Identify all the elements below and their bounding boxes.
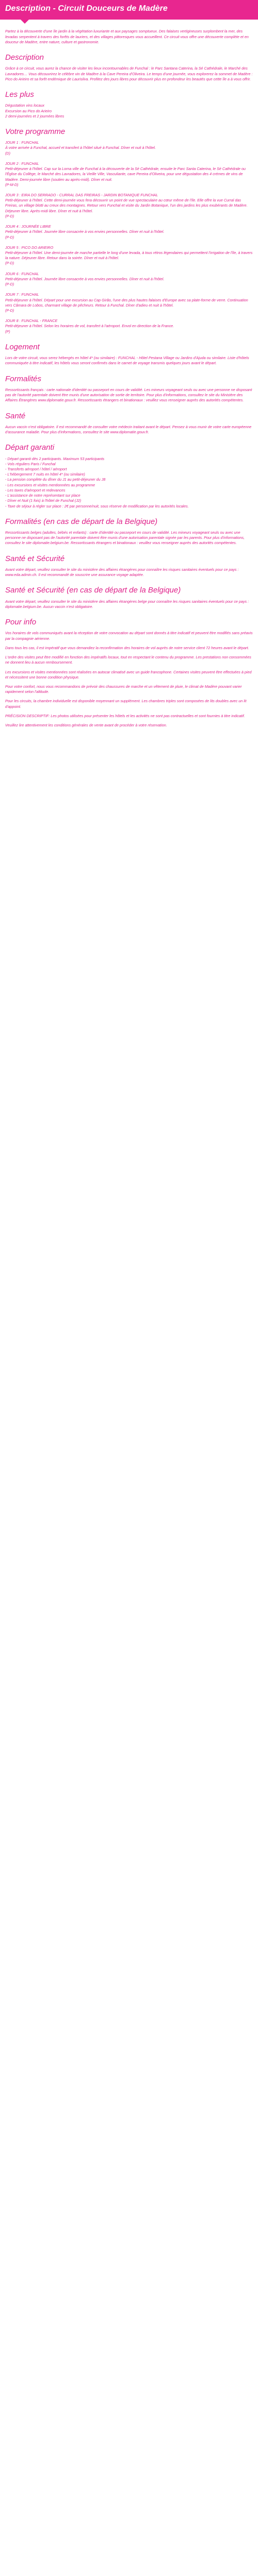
depart-item: - La pension complète du dîner du J1 au petit-déjeuner du J8 (5, 477, 106, 482)
day-block (5, 161, 253, 188)
info-paragraph: PRÉCISION DESCRIPTIF: Les photos utilisées pour présenter les hôtels et les activités ne sont pas contractuelles et sont fournies à titre indicatif. (5, 713, 245, 718)
depart-item: - Dîner et Nuit (1 fois) à l'hôtel de Funchal (J2) (5, 498, 82, 503)
depart-item: - Taxe de séjour à régler sur place : 2€ par personne/nuit, sous réserve de modification par les autorités locales. (5, 503, 189, 509)
day-title: JOUR 3 : EIRA DO SERRADO - CURRAL DAS FREIRAS - JARDIN BOTANIQUE FUNCHAL (5, 193, 158, 197)
day-text: Petit-déjeuner à l'hôtel. Une demi-journée de marche partielle le long d'une levada, à tous rétros légendaires qui permettent l'irrigation de l'île, à travers la nature. Déjeuner libre. Retour dans la soirée. Dîner et nuit à l'hôtel. (5, 250, 253, 261)
section-title-description: Description (5, 53, 44, 62)
day-text: Petit-déjeuner à l'hôtel. Selon les horaires de vol, transfert à l'aéroport. Envol en direction de la France. (5, 324, 174, 329)
section-title-formalites-be: Formalités (en cas de départ de la Belgique) (5, 517, 158, 526)
section-title-sante: Santé (5, 411, 26, 420)
day-text: Petit-déjeuner à l'hôtel. Cap sur la Lorna ville de Funchal à la découverte de la Sé Cathédrale, ensuite le Parc Santa Caterina, le Sé Cathédrale ou l'Église du Collège, le Marché des Lavradores, la Vieille Ville, Vasculiante, cave Pereira d'Oliveira, pour une dégustation des 4 crémes de vins de Madère. Demi-journée libre (soutien au après-midi). Dîner et nuit. (5, 166, 246, 182)
day-title: JOUR 2 : FUNCHAL (5, 161, 39, 166)
sante-text: Aucun vaccin n'est obligatoire. Il est recommandé de consulter votre médecin traitant avant le départ. Pensez à vous munir de votre carte européenne d'assurance maladie. Pour plus d'informations, consultez le site www.diplomatie.gouv.fr. (5, 424, 252, 435)
day-text: Petit-déjeuner à l'hôtel. Départ pour une excursion au Cap Girão, l'une des plus hautes falaises d'Europe avec sa plate-forme de verre. Continuation vers Câmara de Lobos, charmant village de pêcheurs. Retour à Funchal. Dîner d'adieu et nuit à l'hôtel. (5, 297, 248, 308)
day-meals: (P-D) (5, 308, 14, 313)
logement-text: Lors de votre circuit, vous serez hébergés en hôtel 4* (ou similaire) : FUNCHAL - Hôtel Pestana Village ou Jardins d'Ajuda ou similaire. Liste d'hôtels communiquée à titre indicatif, les hôtels vous seront confirmés dans le carnet de voyage transmis quelques jours avant le départ. (5, 355, 249, 366)
depart-item: - Transferts aéroport / hôtel / aéroport (5, 466, 67, 471)
day-block (5, 292, 253, 313)
day-meals: (P-M-D) (5, 182, 19, 187)
depart-item: - Vols réguliers Paris / Funchal (5, 461, 56, 466)
sante-securite-text: Avant votre départ, veuillez consulter le site du ministère des affaires étrangères pour connaître les risques sanitaires éventuels pour ce pays : www.eda.admin.ch. Il est recommandé de souscrire une assurance voyage adaptée. (5, 567, 239, 578)
section-title-programme: Votre programme (5, 127, 66, 136)
plus-list (5, 103, 253, 119)
day-block (5, 318, 253, 334)
section-title-logement: Logement (5, 342, 40, 351)
day-title: JOUR 5 : PICO DO ARIEIRO (5, 245, 54, 250)
day-meals: (P-D) (5, 213, 14, 218)
day-title: JOUR 6 : FUNCHAL (5, 271, 39, 276)
formalites-text: Ressortissants français : carte nationale d'identité ou passeport en cours de validité. Les mineurs voyageant seuls ou avec une personne ne disposant pas de l'autorité parentale doivent être munis d'une autorisation de sortie de territoire. Pour plus d'informations, consultez le site du Ministère des Affaires Étrangères www.diplomatie.gouv.fr. Ressortissants étrangers et binationaux : veuillez vous renseigner auprès des autorités compétentes. (5, 387, 252, 403)
depart-item: - L'assistance de notre représentant sur place (5, 493, 80, 498)
day-meals: (P-D) (5, 261, 14, 266)
depart-list (5, 456, 253, 509)
section-title-sante-securite: Santé et Sécurité (5, 554, 65, 563)
day-title: JOUR 4 : JOURNÉE LIBRE (5, 224, 51, 229)
section-title-depart: Départ garanti (5, 443, 55, 452)
page-title: Description - Circuit Douceurs de Madère (5, 4, 168, 13)
info-paragraph: Vos horaires de vols communiqués avant la réception de votre convocation au départ sont donnés à titre indicatif et peuvent être modifiés sans préavis par la compagnie aérienne. (5, 631, 253, 641)
section-title-sante-be: Santé et Sécurité (en cas de départ de la Belgique) (5, 586, 181, 595)
section-title-plus: Les plus (5, 90, 34, 99)
day-title: JOUR 1 : FUNCHAL (5, 140, 39, 145)
depart-item: - Départ garanti dès 2 participants. Maximum 53 participants (5, 456, 105, 461)
day-meals: (D) (5, 150, 10, 156)
day-meals: (P) (5, 329, 10, 334)
day-block (5, 245, 253, 266)
plus-item: Excursion au Pico do Arieiro (5, 108, 52, 113)
info-paragraph: Pour les circuits, la chambre individuelle est disponible moyennant un supplément. Les chambres triples sont composées de lits doubles avec un lit d'appoint. (5, 699, 247, 709)
page-header (0, 0, 258, 20)
formalites-be-text: Ressortissants belges (adultes, bébés et enfants) : carte d'identité ou passeport en cours de validité. Les mineurs voyageant seuls ou avec une personne ne disposant pas de l'autorité parentale doivent être munis d'une autorisation parentale signée par les parents. Pour plus d'informations, consultez le site diplomatie.belgium.be. Ressortissants étrangers et binationaux : veuillez vous renseigner auprès des autorités compétentes. (5, 530, 245, 546)
info-paragraph: Veuillez lire attentivement les conditions générales de vente avant de procéder à votre réservation. (5, 723, 167, 728)
depart-item: - Les taxes d'aéroport et redevances (5, 487, 66, 493)
day-block (5, 193, 253, 219)
day-text: Petit-déjeuner à l'hôtel. Journée libre consacrée à vos envies personnelles. Dîner et nuit à l'hôtel. (5, 276, 165, 281)
plus-item: Dégustation vins locaux (5, 103, 44, 108)
day-block (5, 272, 253, 287)
depart-item: - L'hébergement 7 nuits en hôtel 4* (ou similaire) (5, 472, 85, 477)
depart-item: - Les excursions et visites mentionnées au programme (5, 482, 95, 487)
day-title: JOUR 7 : FUNCHAL (5, 292, 39, 297)
day-meals: (P-D) (5, 282, 14, 287)
day-block (5, 140, 253, 156)
sante-be-text: Avant votre départ, veuillez consulter le site du ministère des affaires étrangères belge pour connaître les risques sanitaires éventuels pour ce pays : diplomatie.belgium.be. Aucun vaccin n'est obligatoire. (5, 599, 249, 609)
day-text: Petit-déjeuner à l'hôtel. Cette demi-journée vous fera découvrir un point de vue spectaculaire au cœur même de l'île. Elle offre la vue Curral das Freiras, un village blotti au creux des montagnes. Retour vers Funchal et visite du Jardin Botanique, l'un des jardins les plus exubérants de Madère. Déjeuner libre. Après-midi libre. Dîner et nuit à l'hôtel. (5, 198, 248, 213)
info-paragraph: L'ordre des visites peut être modifié en fonction des impératifs locaux, tout en respectant le contenu du programme. Les prestations non consommées ne donnent lieu à aucun remboursement. (5, 655, 251, 665)
intro-text: Partez à la découverte d'une île jardin à la végétation luxuriante et aux paysages somptueux. Des falaises vertigineuses surplombent la mer, des levadas serpentent à travers des forêts de lauriers, et des villages pittoresques vous accueillent. Ce circuit vous offre une découverte complète et en douceur de Madère, entre nature, culture et gastronomie. (5, 29, 249, 44)
section-title-info: Pour info (5, 618, 37, 627)
info-paragraph: Les excursions et visites mentionnées sont réalisées en autocar climatisé avec un guide francophone. Certaines visites peuvent être effectuées à pied et nécessitent une bonne condition physique. (5, 669, 252, 680)
day-meals: (P-D) (5, 234, 14, 240)
content-area (0, 20, 258, 753)
day-text: Petit-déjeuner à l'hôtel. Journée libre consacrée à vos envies personnelles. Dîner et nuit à l'hôtel. (5, 229, 165, 234)
section-title-formalites: Formalités (5, 374, 42, 383)
day-text: À votre arrivée à Funchal, accueil et transfert à l'hôtel situé à Funchal. Dîner et nuit à l'hôtel. (5, 145, 156, 150)
description-text: Grâce à ce circuit, vous aurez la chance de visiter les lieux incontournables de Funchal : le Parc Santana Caterina, la Sé Cathédrale, le Marché des Lavradores… Vous découvrirez le célèbre vin de Madère à la Cave Pereira d'Oliveira. Le temps d'une journée, vous explorerez la sommet de Madère : Pico do Arieiro et sa forêt endémique de Laurisilva. Profitez des jours libres pour découvrir plus en profondeur les beautés que cette île a à vous offrir. (5, 66, 253, 81)
info-paragraph: Pour votre confort, nous vous recommandons de prévoir des chaussures de marche et un vêtement de pluie, le climat de Madère pouvant varier rapidement selon l'altitude. (5, 684, 242, 694)
plus-item: 2 demi-journées et 2 journées libres (5, 113, 64, 118)
day-block (5, 224, 253, 240)
day-title: JOUR 8 : FUNCHAL - FRANCE (5, 318, 58, 324)
info-paragraph: Dans tous les cas, il est impératif que vous demandiez la reconfirmation des horaires de vol auprès de notre service client 72 heures avant le départ. (5, 645, 249, 650)
